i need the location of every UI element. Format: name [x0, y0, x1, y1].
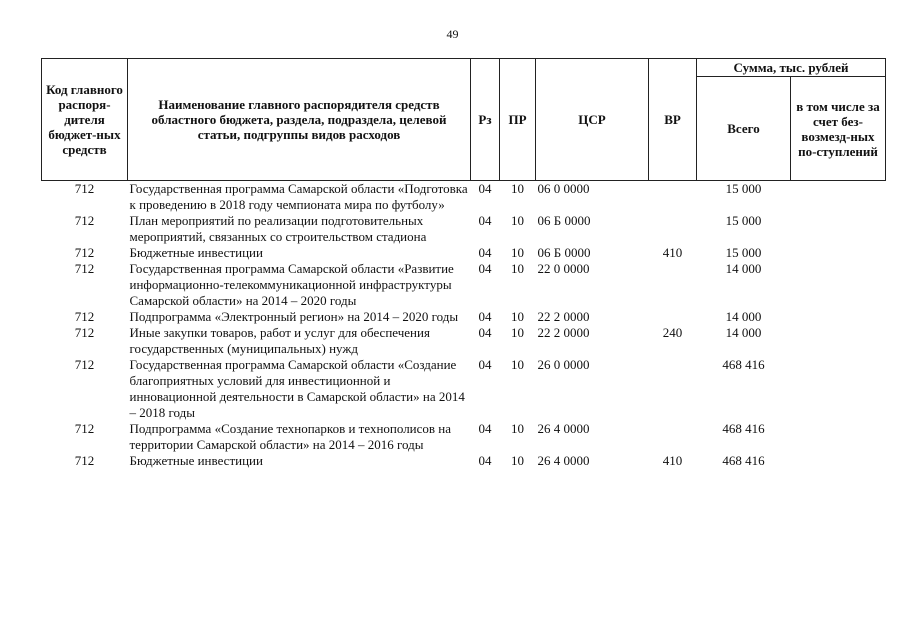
pr-cell: 10 [511, 181, 524, 196]
pr-cell: 10 [511, 309, 524, 324]
header-csr: ЦСР [536, 59, 649, 181]
gratuitous-cell [791, 453, 886, 473]
header-name: Наименование главного распорядителя средств областного бюджета, раздела, подраздела, целевой статьи, подгруппы видов расходов [128, 59, 471, 181]
name-cell: Государственная программа Самарской области «Подготовка к проведению в 2018 году чемпионата мира по футболу» [129, 181, 468, 212]
table-row [42, 309, 886, 325]
vr-cell [649, 213, 697, 245]
csr-cell: 06 0 0000 [537, 181, 590, 196]
total-cell: 468 416 [722, 453, 765, 468]
code-cell: 712 [74, 421, 95, 436]
csr-cell: 26 4 0000 [537, 453, 590, 468]
name-cell: Иные закупки товаров, работ и услуг для обеспечения государственных (муниципальных) нужд [129, 325, 430, 356]
table-row [42, 181, 886, 214]
rz-cell: 04 [478, 325, 492, 340]
csr-cell: 06 Б 0000 [537, 245, 591, 260]
vr-cell [649, 181, 697, 214]
total-cell: 15 000 [725, 213, 762, 228]
code-cell: 712 [74, 213, 95, 228]
gratuitous-cell [791, 357, 886, 421]
rz-cell: 04 [478, 261, 492, 276]
header-sum: Сумма, тыс. рублей [697, 59, 886, 77]
rz-cell: 04 [478, 245, 492, 260]
name-cell: Подпрограмма «Создание технопарков и технополисов на территории Самарской области» на 2014 – 2016 годы [129, 421, 452, 452]
code-cell: 712 [74, 325, 95, 340]
budget-table [41, 58, 886, 473]
csr-cell: 06 Б 0000 [537, 213, 591, 228]
pr-cell: 10 [511, 245, 524, 260]
table-row [42, 213, 886, 245]
vr-cell: 240 [662, 325, 683, 340]
total-cell: 14 000 [725, 309, 762, 324]
vr-cell: 410 [662, 245, 683, 260]
code-cell: 712 [74, 181, 95, 196]
code-cell: 712 [74, 357, 95, 372]
header-total: Всего [697, 77, 791, 181]
gratuitous-cell [791, 325, 886, 357]
page-number: 49 [446, 27, 459, 41]
gratuitous-cell [791, 245, 886, 261]
vr-cell [649, 357, 697, 421]
code-cell: 712 [74, 245, 95, 260]
csr-cell: 26 0 0000 [537, 357, 590, 372]
rz-cell: 04 [478, 357, 492, 372]
code-cell: 712 [74, 309, 95, 324]
pr-cell: 10 [511, 453, 524, 468]
gratuitous-cell [791, 181, 886, 214]
total-cell: 14 000 [725, 261, 762, 276]
table-row [42, 325, 886, 357]
vr-cell: 410 [662, 453, 683, 468]
csr-cell: 22 2 0000 [537, 325, 590, 340]
csr-cell: 26 4 0000 [537, 421, 590, 436]
table-row [42, 245, 886, 261]
table-row [42, 453, 886, 473]
pr-cell: 10 [511, 421, 524, 436]
name-cell: Бюджетные инвестиции [129, 245, 263, 260]
gratuitous-cell [791, 213, 886, 245]
gratuitous-cell [791, 309, 886, 325]
total-cell: 15 000 [725, 245, 762, 260]
rz-cell: 04 [478, 421, 492, 436]
gratuitous-cell [791, 421, 886, 453]
table-row [42, 261, 886, 309]
pr-cell: 10 [511, 325, 524, 340]
code-cell: 712 [74, 261, 95, 276]
total-cell: 468 416 [722, 357, 765, 372]
header-rz: Рз [471, 59, 500, 181]
header-gratuitous: в том числе за счет без-возмезд-ных по-ступлений [791, 77, 886, 181]
pr-cell: 10 [511, 357, 524, 372]
gratuitous-cell [791, 261, 886, 309]
total-cell: 15 000 [725, 181, 762, 196]
rz-cell: 04 [478, 453, 492, 468]
name-cell: Подпрограмма «Электронный регион» на 2014 – 2020 годы [129, 309, 459, 324]
code-cell: 712 [74, 453, 95, 468]
vr-cell [649, 309, 697, 325]
table-row [42, 421, 886, 453]
rz-cell: 04 [478, 181, 492, 196]
csr-cell: 22 2 0000 [537, 309, 590, 324]
name-cell: План мероприятий по реализации подготовительных мероприятий, связанных со строительством стадиона [129, 213, 427, 244]
total-cell: 468 416 [722, 421, 765, 436]
header-code: Код главного распоря-дителя бюджет-ных средств [42, 59, 128, 181]
name-cell: Бюджетные инвестиции [129, 453, 263, 468]
header-pr: ПР [500, 59, 536, 181]
rz-cell: 04 [478, 213, 492, 228]
header-vr: ВР [649, 59, 697, 181]
vr-cell [649, 261, 697, 309]
pr-cell: 10 [511, 213, 524, 228]
table-body [42, 181, 886, 474]
pr-cell: 10 [511, 261, 524, 276]
csr-cell: 22 0 0000 [537, 261, 590, 276]
table-row [42, 357, 886, 421]
rz-cell: 04 [478, 309, 492, 324]
vr-cell [649, 421, 697, 453]
name-cell: Государственная программа Самарской области «Создание благоприятных условий для инвестиционной и инновационной деятельности в Самарской области» на 2014 – 2018 годы [129, 357, 465, 420]
total-cell: 14 000 [725, 325, 762, 340]
name-cell: Государственная программа Самарской области «Развитие информационно-телекоммуникационной инфраструктуры Самарской области» на 2014 – 2020 годы [129, 261, 454, 308]
